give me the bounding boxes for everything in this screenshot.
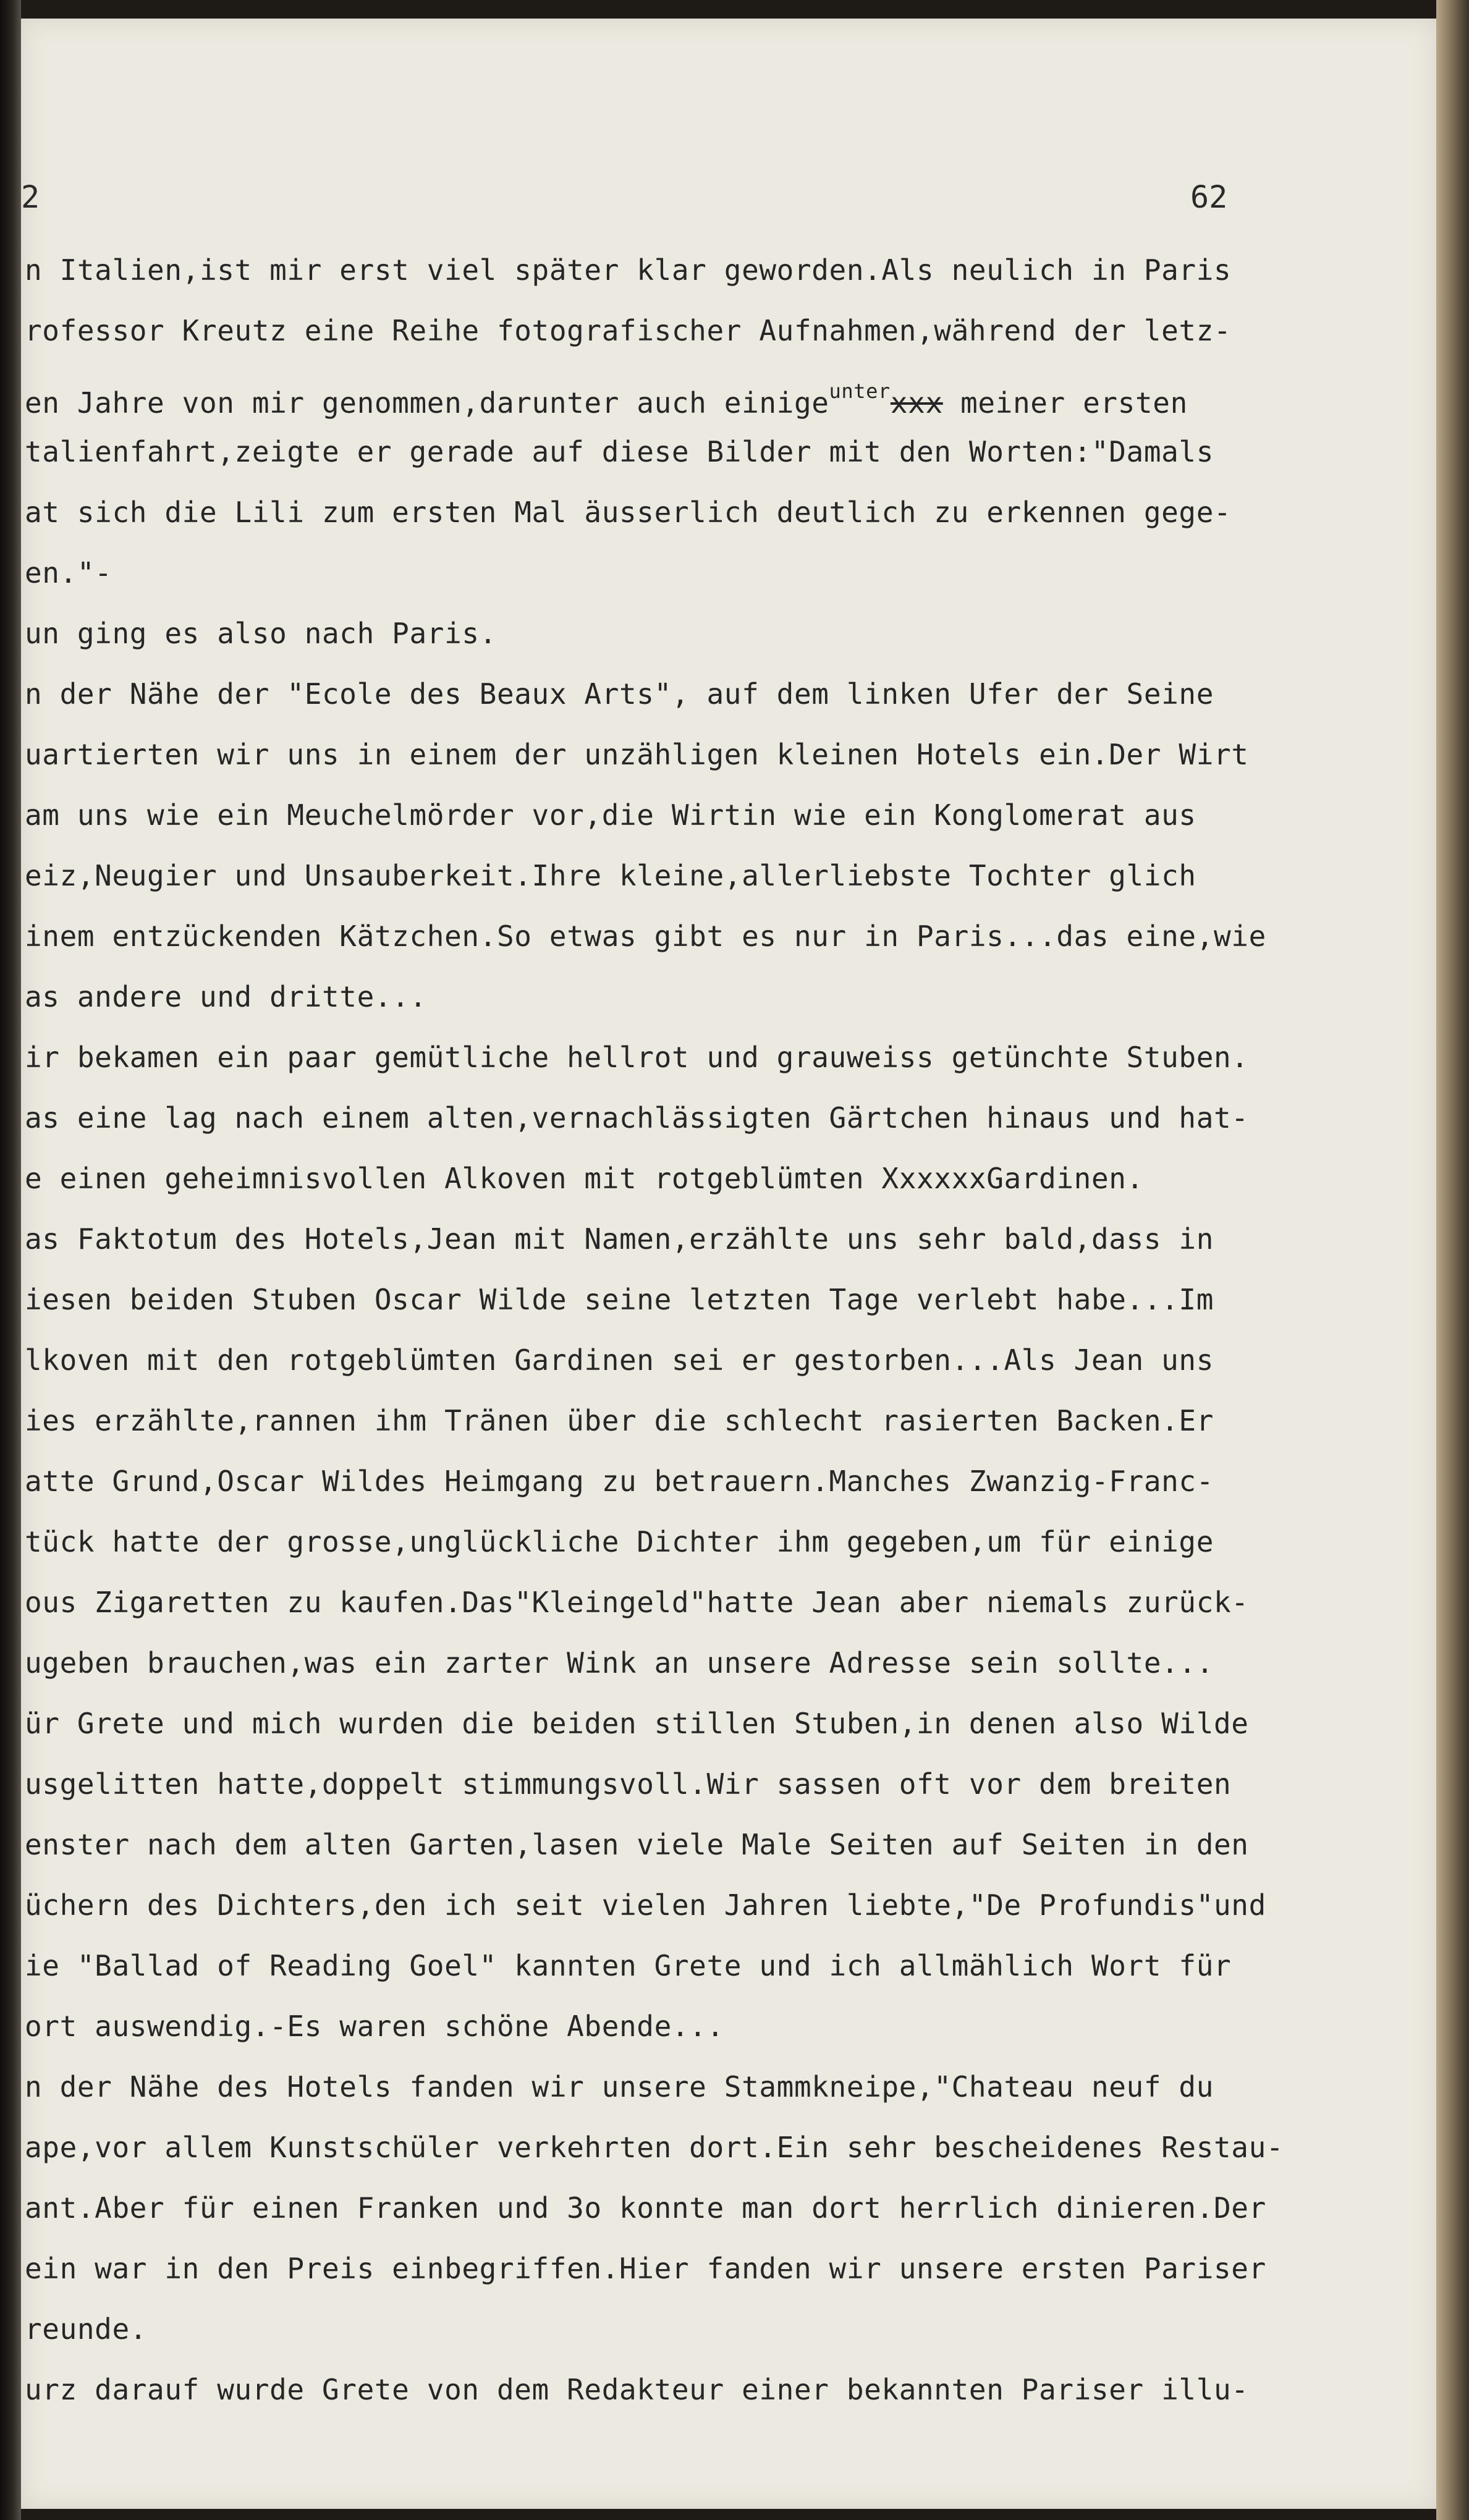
text-line: as Faktotum des Hotels,Jean mit Namen,erzählte uns sehr bald,dass in [25,1222,1214,1256]
text-line: ape,vor allem Kunstschüler verkehrten dort.Ein sehr bescheidenes Restau- [25,2131,1284,2164]
text-line: talienfahrt,zeigte er gerade auf diese Bilder mit den Worten:"Damals [25,435,1214,468]
text-line: as andere und dritte... [25,980,427,1013]
text-line: n der Nähe des Hotels fanden wir unsere Stammkneipe,"Chateau neuf du [25,2070,1214,2104]
body-text [25,240,1391,2420]
text-line: ie "Ballad of Reading Goel" kannten Grete und ich allmählich Wort für [25,1949,1232,1982]
text-line: usgelitten hatte,doppelt stimmungsvoll.Wir sassen oft vor dem breiten [25,1767,1232,1801]
text-line: at sich die Lili zum ersten Mal äusserlich deutlich zu erkennen gege- [25,496,1232,529]
text-line: ugeben brauchen,was ein zarter Wink an unsere Adresse sein sollte... [25,1646,1214,1680]
text-line: ein war in den Preis einbegriffen.Hier fanden wir unsere ersten Pariser [25,2252,1266,2285]
text-line: lkoven mit den rotgeblümten Gardinen sei er gestorben...Als Jean uns [25,1343,1214,1377]
text-line: eiz,Neugier und Unsauberkeit.Ihre kleine,allerliebste Tochter glich [25,859,1196,892]
text-line: n Italien,ist mir erst viel später klar geworden.Als neulich in Paris [25,253,1232,287]
struck-word: xxx [890,386,943,420]
line-text-rest: meiner ersten [960,386,1188,420]
text-line: iesen beiden Stuben Oscar Wilde seine letzten Tage verlebt habe...Im [25,1283,1214,1316]
text-line: n der Nähe der "Ecole des Beaux Arts", auf dem linken Ufer der Seine [25,677,1214,711]
text-line: uartierten wir uns in einem der unzähligen kleinen Hotels ein.Der Wirt [25,738,1249,771]
text-line: enster nach dem alten Garten,lasen viele Male Seiten auf Seiten in den [25,1828,1249,1861]
text-line: reunde. [25,2312,148,2346]
text-line: urz darauf wurde Grete von dem Redakteur einer bekannten Pariser illu- [25,2373,1249,2406]
page-number-right: 62 [1190,179,1228,215]
text-line-with-insertion [25,361,1391,421]
book-binding [0,0,21,2520]
text-line: üchern des Dichters,den ich seit vielen Jahren liebte,"De Profundis"und [25,1888,1266,1922]
text-line: am uns wie ein Meuchelmörder vor,die Wirtin wie ein Konglomerat aus [25,798,1196,832]
text-line: tück hatte der grosse,unglückliche Dichter ihm gegeben,um für einige [25,1525,1214,1558]
text-line: atte Grund,Oscar Wildes Heimgang zu betrauern.Manches Zwanzig-Franc- [25,1465,1214,1498]
text-line: e einen geheimnisvollen Alkoven mit rotgeblümten XxxxxxGardinen. [25,1162,1144,1195]
text-line: ür Grete und mich wurden die beiden stillen Stuben,in denen also Wilde [25,1707,1249,1740]
line-text: en Jahre von mir genommen,darunter auch einige [25,386,829,420]
text-line: as eine lag nach einem alten,vernachlässigten Gärtchen hinaus und hat- [25,1101,1249,1135]
page-header [21,179,1436,222]
text-line: ort auswendig.-Es waren schöne Abende... [25,2010,724,2043]
text-line: rofessor Kreutz eine Reihe fotografischer Aufnahmen,während der letz- [25,314,1232,347]
inserted-word: unter [829,379,891,403]
page-edge [1436,0,1469,2520]
text-line: ies erzählte,rannen ihm Tränen über die schlecht rasierten Backen.Er [25,1404,1214,1437]
page-number-left: 2 [21,179,40,215]
text-line: en."- [25,556,112,590]
text-line: un ging es also nach Paris. [25,617,497,650]
text-line: ir bekamen ein paar gemütliche hellrot und grauweiss getünchte Stuben. [25,1041,1249,1074]
text-line: inem entzückenden Kätzchen.So etwas gibt es nur in Paris...das eine,wie [25,920,1266,953]
text-line: ant.Aber für einen Franken und 3o konnte man dort herrlich dinieren.Der [25,2191,1266,2225]
text-line: ous Zigaretten zu kaufen.Das"Kleingeld"hatte Jean aber niemals zurück- [25,1586,1249,1619]
